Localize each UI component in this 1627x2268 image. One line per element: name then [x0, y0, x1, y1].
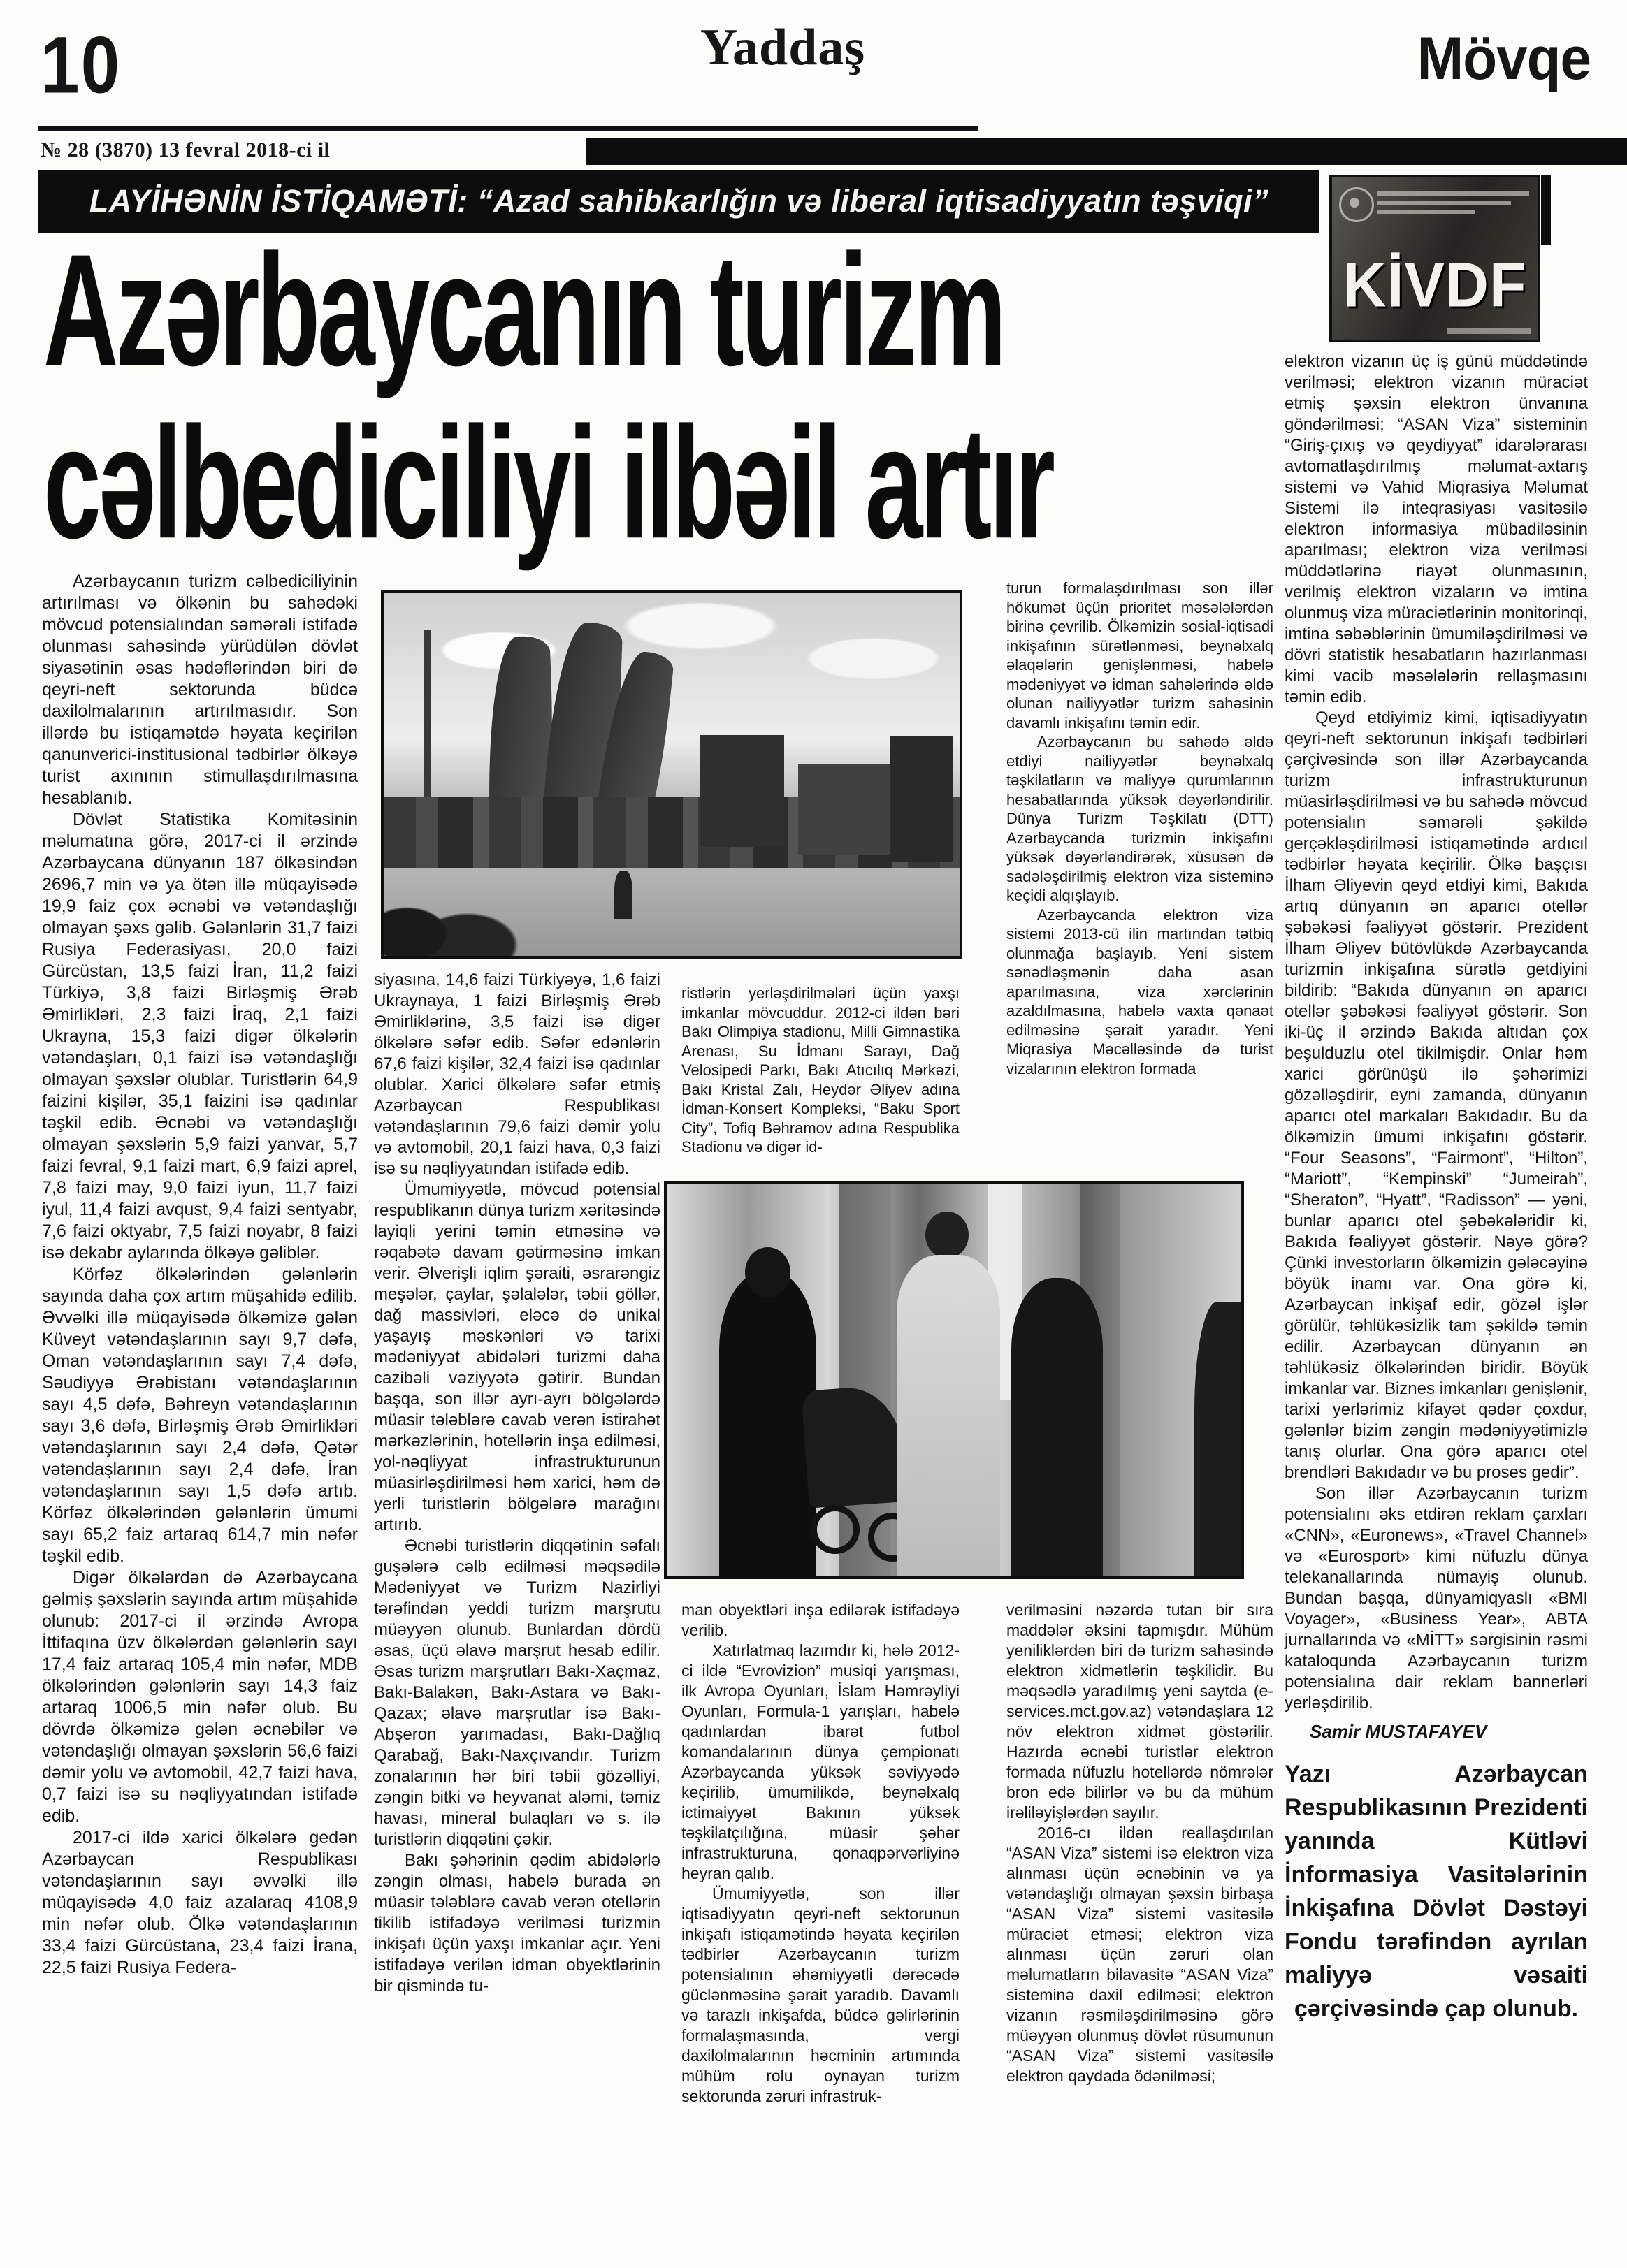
article-column-3-top: [681, 984, 960, 1157]
article-paragraph: turun formalaşdırılması son illər hökumət üçün prioritet məsələlərdən birinə çevrilib. Ölkəmizin sosial-iqtisadi inkişafının sürətlənməsi, beynəlxalq əlaqələrin genişlənməsi, habelə mədəniyyət və idman sahələrində əldə olunan nailiyyətlər turizm sahəsinin davamlı inkişafını təmin edir.: [1006, 579, 1273, 732]
article-paragraph: verilməsini nəzərdə tutan bir sıra maddələr əksini tapmışdır. Mühüm yeniliklərdən biri də turizm sahəsində elektron xidmətlərin təşkilidir. Bu məqsədlə yaradılmış yeni saytda (e-services.mct.gov.az) vətəndaşlara 12 növ elektron xidmət göstərilir. Hazırda əcnəbi turistlər elektron formada nüfuzlu hotellərdə nömrələr bron edə bilirlər və bu da mühüm irəliləyişlərdən sayılır.: [1006, 1601, 1273, 1822]
pedestrian-silhouette: [897, 1255, 1000, 1576]
article-paragraph: 2017-ci ildə xarici ölkələrə gedən Azərbaycan Respublikası vətəndaşlarının sayı əvvəlki illə müqayisədə 4,0 faiz azalaraq 4108,9 min nəfər olub. Ölkə vətəndaşlarının 33,4 faizi Gürcüstana, 23,4 faizi İrana, 22,5 faizi Rusiya Federa-: [42, 1828, 358, 1977]
article-column-4-bottom: [1006, 1600, 1273, 2086]
building-silhouette: [700, 735, 784, 847]
article-paragraph: Bakı şəhərinin qədim abidələrlə zəngin olması, habelə burada ən müasir tələblərə cavab verən otellərin tikilib istifadəyə verilməsi turizmin inkişafı üçün yaxşı imkanlar açır. Yeni istifadəyə verilən idman obyektlərinin bir qismində tu-: [374, 1851, 660, 1996]
pedestrian-silhouette: [1011, 1278, 1103, 1576]
masthead-black-bar: [586, 138, 1627, 165]
kivdf-fine-print-lines: [1377, 191, 1529, 219]
article-paragraph: Digər ölkələrdən də Azərbaycana gəlmiş şəxslərin sayında artım müşahidə olunub: 2017-ci il ərzində Avropa İttifaqına üzv ölkələrdən gələnlərin sayı 17,4 faiz artaraq 105,4 min nəfər, MDB ölkələrindən gələnlərin sayı 14,3 faiz artaraq 1006,5 min nəfər olub. Bu dövrdə ölkəmizə gələn əcnəbilər və vətəndaşlığı olmayan şəxslərin 56,6 faizi dəmir yolu və avtomobil, 42,7 faizi hava, 0,7 faizi isə su nəqliyyatından istifadə edib.: [42, 1568, 358, 1826]
photo-baku-cityscape: [381, 590, 962, 959]
article-paragraph: Ümumiyyətlə, mövcud potensial respublikanın dünya turizm xəritəsində layiqli yerini təmin etməsinə və rəqabətə davam gətirməsinə imkan verir. Əlverişli iqlim şəraiti, əsrarəngiz meşələr, çaylar, şəlalələr, təbii göllər, dağ massivləri, eləcə də unikal yaşayış məskənləri və tarixi mədəniyyət abidələri turizmi daha cazibəli vəziyyətə gətirir. Bundan başqa, son illər ayrı-ayrı bölgələrdə müasir tələblərə cavab verən istirahət mərkəzlərinin, hotellərin inşa edilməsi, yol-nəqliyyat infrastrukturunun müasirləşdirilməsi həm xarici, həm də yerli turistlərin bölgələrə marağını artırıb.: [374, 1180, 660, 1534]
byline: Samir MUSTAFAYEV: [1310, 1721, 1487, 1742]
masthead-right-title: Mövqe: [1417, 24, 1591, 92]
article-paragraph: elektron vizanın üç iş günü müddətində verilməsi; elektron vizanın müraciət etmiş şəxsin elektron ünvanına göndərilməsi; “ASAN Viza” sisteminin “Giriş-çıxış və qeydiyyat” idarələrarası avtomatlaşdırılmış məlumat-axtarış sistemi və Vahid Miqrasiya Məlumat Sistemi ilə inteqrasiyası vasitəsilə elektron informasiya mübadiləsinin aparılması; elektron viza verilməsi müddətlərinə riayət olunmasının, verilmiş elektron vizaların və imtina olunmuş viza müraciətlərinin monitorinqi, imtina səbəblərinin ümumiləşdirilməsi və dövri statistik hesabatların hazırlanması kimi vacib məsələlərin rellaşmasını təmin edib.: [1285, 352, 1588, 706]
kivdf-logo-text: KİVDF: [1343, 249, 1527, 321]
article-headline: [43, 222, 1053, 572]
article-paragraph: Azərbaycanın turizm cəlbediciliyinin artırılması və ölkənin bu sahədəki mövcud potensialından səmərəli istifadə olunması sahəsində yürüdülən dövlət siyasətinin əsas hədəflərindən biri də qeyri-neft sektorunda büdcə daxilolmalarının artırılmasıdır. Son illərdə bu istiqamətdə həyata keçirilən qanunverici-institusional tədbirlər ölkəyə turist axınının stimullaşdırılmasına hesablanıb.: [42, 572, 358, 808]
building-silhouette: [890, 736, 953, 862]
article-column-5: [1285, 351, 1588, 2026]
headline-line2: cəlbediciliyi ilbəil artır: [43, 395, 1053, 572]
banner-text: LAYİHƏNİN İSTİQAMƏTİ: “Azad sahibkarlığın və liberal iqtisadiyyatın təşviqi”: [89, 183, 1269, 219]
kivdf-frame-corner: [1541, 175, 1551, 245]
pedestrian-head: [745, 1247, 791, 1298]
masthead-center-title: Yaddaş: [700, 19, 866, 76]
article-column-4-top: [1006, 579, 1273, 1078]
masthead-rule: [38, 126, 978, 131]
kivdf-website-placeholder: [1447, 328, 1531, 334]
article-paragraph: 2016-cı ildən reallaşdırılan “ASAN Viza” sistemi isə elektron viza alınması üçün əcnəbinin və ya vətəndaşlığı olmayan şəxsin birbaşa “ASAN Viza” sistemi vasitəsilə müraciət etməsi; elektron viza alınması üçün zəruri olan məlumatların bilavasitə “ASAN Viza” sisteminə daxil edilməsi; elektron vizanın rəsmiləşdirilməsinə görə müəyyən olunmuş dövlət rüsumunun “ASAN Viza” sistemi vasitəsilə elektron qaydada ödənilməsi;: [1006, 1824, 1273, 2085]
article-paragraph: Körfəz ölkələrindən gələnlərin sayında daha çox artım müşahidə edilib. Əvvəlki illə müqayisədə ölkəmizə gələn Küveyt vətəndaşlarının sayı 9,7 dəfə, Oman vətəndaşlarının sayı 7,4 dəfə, Səudiyyə Ərəbistanı vətəndaşlarının sayı 4,5 dəfə, Bəhreyn vətəndaşlarının sayı 3,6 dəfə, Birləşmiş Ərəb Əmirlikləri vətəndaşlarının sayı 2,4 dəfə, Qətər vətəndaşlarının sayı 2,4 dəfə, İran vətəndaşlarının sayı 1,5 dəfə artıb. Körfəz ölkələrindən gələnlərin ümumi sayı 65,2 faiz artaraq 614,7 min nəfər təşkil edib.: [42, 1265, 358, 1566]
article-paragraph: Azərbaycanın bu sahədə əldə etdiyi nailiyyətlər beynəlxalq təşkilatların və maliyyə qurumlarının hesabatlarında yüksək dəyərləndirilir. Dünya Turizm Təşkilatı (DTT) Azərbaycanda turizmin inkişafını yüksək dəyərləndirərək, xüsusən də sadələşdirilmiş elektron viza sisteminə keçidi alqışlayıb.: [1006, 733, 1273, 904]
page-number: 10: [41, 20, 122, 110]
article-column-1: [42, 571, 358, 1979]
article-paragraph: Son illər Azərbaycanın turizm potensialını əks etdirən reklam çarxları «CNN», «Euronews», «Travel Channel» və «Eurosport» kimi nüfuzlu dünya telekanallarında nümayiş olunub. Bundan başqa, dünyamiqyaslı «BMI Voyager», «Business Year», ABTA jurnallarında və «MİTT» sərgisinin rəsmi kataloqunda Azərbaycanın turizm potensialına dair reklam bannerləri yerləşdirilib.: [1285, 1484, 1588, 1713]
article-paragraph: Əcnəbi turistlərin diqqətinin səfalı guşələrə cəlb edilməsi məqsədilə Mədəniyyət və Turizm Nazirliyi tərəfindən yeddi turizm marşrutu müəyyən olunub. Bunlardan dördü əsas, üçü əlavə marşrut hesab edilir. Əsas turizm marşrutları Bakı-Xaçmaz, Bakı-Balakən, Bakı-Astara və Bakı-Qazax; əlavə marşrutlar isə Bakı-Abşeron yarımadası, Bakı-Dağlıq Qarabağ, Bakı-Naxçıvandır. Turizm zonalarının hər biri təbii gözəlliyi, zəngin bitki və heyvanat aləmi, təmiz havası, mineral bulaqları və s. ilə turistlərin diqqətini çəkir.: [374, 1536, 660, 1849]
article-paragraph: Azərbaycanda elektron viza sistemi 2013-cü ilin martından tətbiq olunmağa başlayıb. Yeni sistem sənədləşmənin daha asan aparılmasına, viza xərclərinin azaldılmasına, habelə vaxta qənaət edilməsinə şərait yaradır. Yeni Miqrasiya Məcəlləsində də turist vizalarının elektron formada: [1006, 906, 1273, 1077]
article-paragraph: siyasına, 14,6 faizi Türkiyəyə, 1,6 faizi Ukraynaya, 1 faizi Birləşmiş Ərəb Əmirliklərinə, 3,5 faizi isə digər ölkələrə səfər edib. Səfər edənlərin 67,6 faizi kişilər, 32,4 faizi isə qadınlar olublar. Xarici ölkələrə səfər etmiş Azərbaycan Respublikası vətəndaşlarının 79,6 faizi dəmir yolu və avtomobil, 20,1 faizi hava, 0,3 faizi isə su nəqliyyatından istifadə edib.: [374, 971, 660, 1178]
headline-line1: Azərbaycanın turizm: [43, 222, 1004, 400]
article-paragraph: Qeyd etdiyimiz kimi, iqtisadiyyatın qeyri-neft sektorunun inkişafı tədbirləri çərçivəsində son illər Azərbaycanda turizm infrastrukturunun müasirləşdirilməsi və bu sahədə mövcud potensialın səmərəli şəkildə gerçəkləşdirilməsi istiqamətində ardıcıl tədbirlər həyata keçirilir. Ölkə başçısı İlham Əliyevin qeyd etdiyi kimi, Bakıda artıq dünyanın ən aparıcı otellər şəbəkəsi fəaliyyət göstərir. Prezident İlham Əliyev bütövlükdə Azərbaycanda turizmin inkişafına sürətlə getdiyini bildirib: “Bakıda dünyanın ən aparıcı otellər şəbəkəsi fəaliyyət göstərir. Son iki-üç il ərzində Bakıda altıdan çox beşulduzlu otel tikilmişdir. Onlar həm xarici görünüşü ilə şəhərimizi gözəlləşdirir, eyni zamanda, dünyanın aparıcı otel markaları Bakıdadır. Bu da ölkəmizin ümumi inkişafını göstərir. “Four Seasons”, “Fairmont”, “Hilton”, “Mariott”, “Kempinski” “Jumeirah”, “Sheraton”, “Hyatt”, “Radisson” — yəni, bunlar aparıcı otel şəbəkələridir ki, Bakıda fəaliyyət göstərir. Nəyə görə? Çünki investorların ölkəmizin gələcəyinə böyük inamı var. Ona görə ki, Azərbaycan inkişaf edir, gözəl işlər görülür, təhlükəsizlik tam şəkildə təmin edilir. Azərbaycan dünyanın ən təhlükəsiz ölkələrindən biridir. Böyük imkanlar var. Biznes imkanları genişlənir, tarixi yerlərimiz kifayət qədər çoxdur, gələnlər bizim zəngin mədəniyyətimizlə tanış olurlar. Ona görə aparıcı otel brendləri Bakıdadır və bu proses gedir”.: [1285, 708, 1588, 1482]
article-paragraph: ristlərin yerləşdirilmələri üçün yaxşı imkanlar mövcuddur. 2012-ci ildən bəri Bakı Olimpiya stadionu, Milli Gimnastika Arenası, Su İdmanı Sarayı, Dağ Velosipedi Parkı, Bakı Atıcılıq Mərkəzi, Bakı Kristal Zalı, Heydər Əliyev adına İdman-Konsert Kompleksi, “Baku Sport City”, Tofiq Bəhramov adına Respublika Stadionu və digər id-: [681, 984, 960, 1156]
monument-silhouette: [614, 871, 632, 919]
article-column-2: [374, 970, 660, 1997]
article-paragraph: Dövlət Statistika Komitəsinin məlumatına görə, 2017-ci il ərzində Azərbaycana dünyanın 187 ölkəsindən 2696,7 min və ya ötən illə müqayisədə 19,9 faiz çox əcnəbi və vətəndaşlığı olmayan şəxs gəlib. Gələnlərin 31,7 faizi Rusiya Federasiyası, 20,0 faizi Gürcüstan, 13,5 faizi İran, 11,2 faizi Türkiyə, 3,8 faizi Birləşmiş Ərəb Əmirlikləri, 2,3 faizi İraq, 2,1 faizi Ukrayna, 15,3 faizi digər ölkələrin vətəndaşları, 0,1 faizi isə vətəndaşlığı olmayan şəxslər olublar. Turistlərin 64,9 faizini kişilər, 35,1 faizini isə qadınlar təşkil edib. Əcnəbi və vətəndaşlığı olmayan şəxslərin 5,9 faizi yanvar, 5,7 faizi fevral, 9,1 faizi mart, 6,9 faizi aprel, 7,8 faizi may, 9,0 faizi iyun, 11,7 faizi iyul, 11,4 faizi avqust, 9,4 faizi sentyabr, 7,6 faizi oktyabr, 7,5 faizi noyabr, 8 faizi isə dekabr aylarında ölkəyə gəliblər.: [42, 810, 358, 1263]
kivdf-emblem-icon: [1339, 187, 1374, 222]
funding-note: Yazı Azərbaycan Respublikasının Prezidenti yanında Kütləvi İnformasiya Vasitələrinin İnkişafına Dövlət Dəstəyi Fondu tərəfindən ayrılan maliyyə vəsaiti çərçivəsində çap olunub.: [1285, 1761, 1588, 2022]
article-paragraph: Xatırlatmaq lazımdır ki, hələ 2012-ci ildə “Evrovizion” musiqi yarışması, ilk Avropa Oyunları, İslam Həmrəyliyi Oyunları, Formula-1 yarışları, habelə qadınlardan ibarət futbol komandalarının dünya çempionatı Azərbaycanda yüksək səviyyədə keçirilib, ümumilikdə, beynəlxalq ictimaiyyət Bakının yüksək təşkilatçılığına, müasir şəhər infrastrukturuna, qonaqpərvərliyinə heyran qalıb.: [681, 1641, 960, 1882]
article-column-3-bottom: [681, 1600, 960, 2107]
article-paragraph: Ümumiyyətlə, son illər iqtisadiyyatın qeyri-neft sektorunun inkişafı istiqamətində həyata keçirilən tədbirlər Azərbaycanın turizm potensialının əhəmiyyətli dərəcədə güclənməsinə şərait yaradıb. Davamlı və tarazlı inkişafda, büdcə gəlirlərinin formalaşmasında, vergi daxilolmalarının həcminin artımında mühüm rolu oynayan turizm sektorunda zəruri infrastruk-: [681, 1884, 960, 2105]
trees-silhouette: [381, 847, 545, 956]
issue-line: № 28 (3870) 13 fevral 2018-ci il: [41, 138, 331, 161]
pedestrian-head: [925, 1212, 969, 1258]
photo-street-scene: [664, 1181, 1244, 1579]
kivdf-logo: [1329, 175, 1540, 342]
pedestrian-silhouette: [1194, 1302, 1244, 1576]
stroller-wheel: [811, 1505, 860, 1554]
article-paragraph: man obyektləri inşa edilərək istifadəyə verilib.: [681, 1601, 960, 1639]
pedestrian-silhouette: [719, 1270, 816, 1576]
